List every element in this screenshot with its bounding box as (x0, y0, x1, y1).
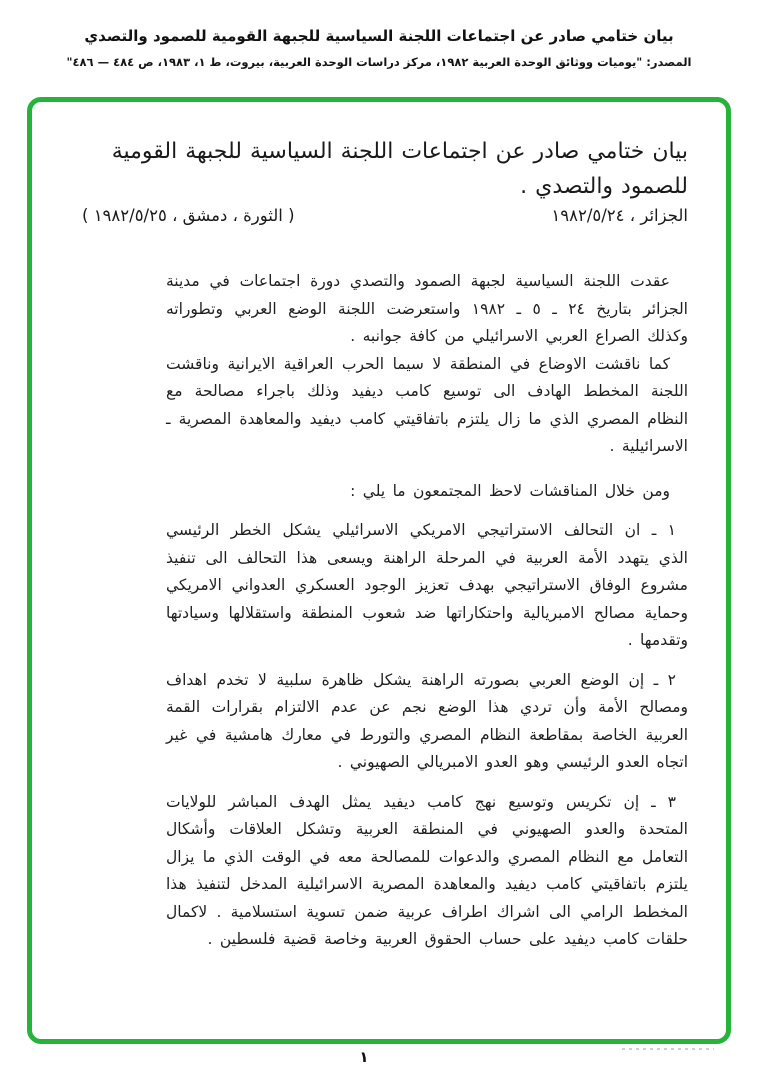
observations-intro: ومن خلال المناقشات لاحظ المجتمعون ما يلي : (350, 481, 670, 500)
document-title: بيان ختامي صادر عن اجتماعات اللجنة السياسية للجبهة القومية للصمود والتصدي . (111, 139, 688, 199)
observation-point-1: ١ ـ ان التحالف الاستراتيجي الامريكي الاسرائيلي يشكل الخطر الرئيسي الذي يتهدد الأمة العربية في المرحلة الراهنة ويسعى هذا التحالف الى تنفيذ مشروع الوفاق الاستراتيجي بهدف تعزيز الوجود العسكري العدواني الامريكي وحماية مصالح الامبريالية واحتكاراتها ضد شعوب المنطقة واستقلالها وسيادتها وتقدمها . (166, 521, 688, 649)
dateline-row (82, 206, 688, 225)
observation-point-2: ٢ ـ إن الوضع العربي بصورته الراهنة يشكل ظاهرة سلبية لا تخدم اهداف ومصالح الأمة وأن تردي هذا الوضع نجم عن عدم الالتزام بقرارات القمة العربية الخاصة بمقاطعة النظام المصري والتورط في معارك هامشية في غير اتجاه العدو الرئيسي وهو العدو الامبريالي الصهيوني . (166, 670, 688, 771)
observation-point-3: ٣ ـ إن تكريس وتوسيع نهج كامب ديفيد يمثل الهدف المباشر للولايات المتحدة والعدو الصهيوني في المنطقة العربية وتشكل العلاقات وأشكال التعامل مع النظام المصري والدعوات للمصالحة معه في الوقت الذي ما يزال يلتزم باتفاقيتي كامب ديفيد والمعاهدة المصرية الاسرائيلية المدخل لتنفيذ هذا المخطط الرامي الى اشراك اطراف عربية ضمن تسوية استسلامية . لاكمال حلقات كامب ديفيد على حساب الحقوق العربية وخاصة قضية فلسطين . (166, 792, 688, 948)
scan-artifact (622, 1048, 714, 1050)
page-header-title: بيان ختامي صادر عن اجتماعات اللجنة السياسية للجبهة القومية للصمود والتصدي (84, 27, 674, 45)
paragraph-discussions: كما ناقشت الاوضاع في المنطقة لا سيما الحرب العراقية الايرانية وناقشت اللجنة المخطط الهادف الى توسيع كامب ديفيد وذلك باجراء مصالحة مع النظام المصري الذي ما زال يلتزم باتفاقيتي كامب ديفيد والمعاهدة المصرية ـ الاسرائيلية . (166, 354, 688, 455)
document-frame (27, 97, 731, 1044)
page-number: ١ (359, 1048, 369, 1066)
dateline-place-date: الجزائر ، ١٩٨٢/٥/٢٤ (551, 206, 688, 225)
paragraph-opening: عقدت اللجنة السياسية لجبهة الصمود والتصدي دورة اجتماعات في مدينة الجزائر بتاريخ ٢٤ ـ ٥ ـ ١٩٨٢ واستعرضت اللجنة الوضع العربي وتطوراته وكذلك الصراع العربي الاسرائيلي من كافة جوانبه . (166, 272, 688, 345)
dateline-publication: ( الثورة ، دمشق ، ١٩٨٢/٥/٢٥ ) (82, 206, 295, 225)
source-citation: المصدر: "يوميات ووثائق الوحدة العربية ١٩٨٢، مركز دراسات الوحدة العربية، بيروت، ط ١، ١٩٨٣، ص ٤٨٤ — ٤٨٦" (66, 55, 692, 69)
document-body (166, 268, 688, 954)
